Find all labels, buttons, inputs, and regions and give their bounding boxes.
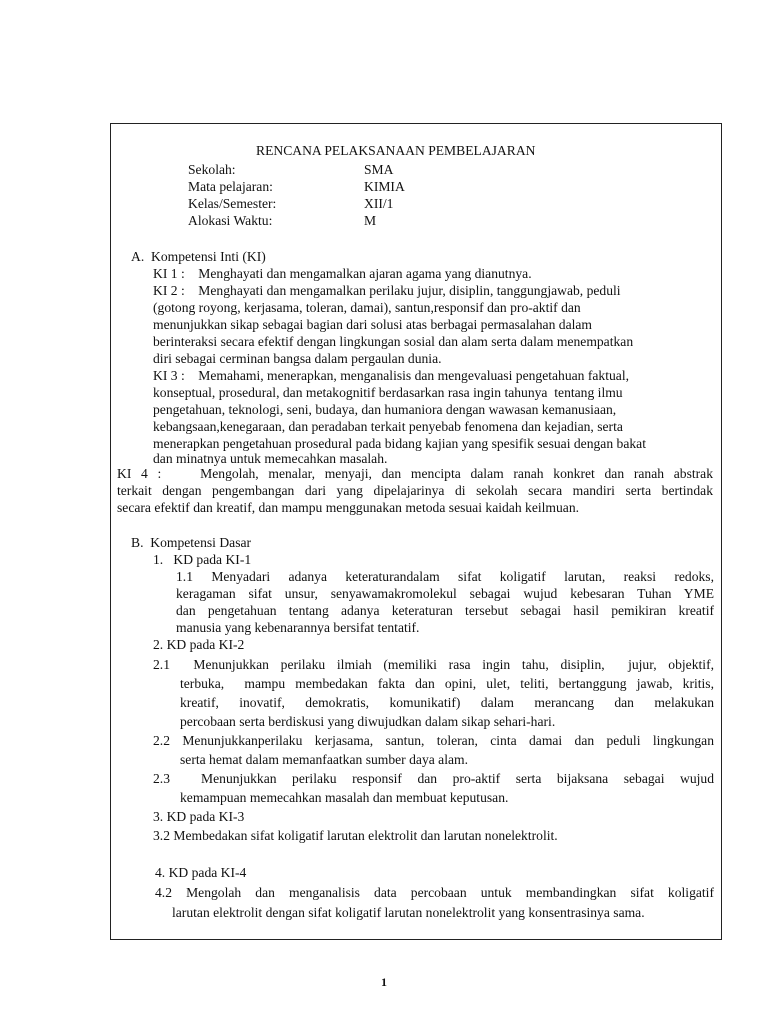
identity-value-subject: KIMIA	[364, 179, 405, 194]
section-b-heading: B. Kompetensi Dasar	[131, 535, 252, 550]
kd2-1-line: kreatif, inovatif, demokratis, komunikatif) dalam merancang dan melakukan	[180, 695, 714, 710]
identity-label-subject: Mata pelajaran:	[188, 179, 273, 194]
ki4-line: secara efektif dan kreatif, dan mampu menggunakan metoda sesuai kaidah keilmuan.	[117, 500, 580, 515]
kd2-2-line: 2.2 Menunjukkanperilaku kerjasama, santun, toleran, cinta damai dan peduli lingkungan	[153, 733, 714, 748]
document-title: RENCANA PELAKSANAAN PEMBELAJARAN	[256, 143, 536, 158]
ki3-line: kebangsaan,kenegaraan, dan peradaban terkait penyebab fenomena dan kejadian, serta	[153, 419, 623, 434]
kd2-2-line: serta hemat dalam memanfaatkan sumber daya alam.	[180, 752, 468, 767]
kd4-2-line: larutan elektrolit dengan sifat koligatif larutan nonelektrolit yang konsentrasinya sama.	[172, 905, 645, 920]
kd1-heading: 1. KD pada KI-1	[153, 552, 252, 567]
ki1-text: KI 1 : Menghayati dan mengamalkan ajaran agama yang dianutnya.	[153, 266, 532, 281]
ki3-line: menerapkan pengetahuan prosedural pada bidang kajian yang spesifik sesuai dengan bakat	[153, 436, 646, 451]
ki2-line: KI 2 : Menghayati dan mengamalkan perilaku jujur, disiplin, tanggungjawab, peduli	[153, 283, 621, 298]
ki2-line: menunjukkan sikap sebagai bagian dari solusi atas berbagai permasalahan dalam	[153, 317, 593, 332]
ki3-line: dan minatnya untuk memecahkan masalah.	[153, 451, 388, 466]
kd1-1-line: 1.1 Menyadari adanya keteraturandalam sifat koligatif larutan, reaksi redoks,	[176, 569, 714, 584]
kd4-heading: 4. KD pada KI-4	[155, 865, 247, 880]
kd2-3-line: 2.3 Menunjukkan perilaku responsif dan pro-aktif serta bijaksana sebagai wujud	[153, 771, 714, 786]
ki3-line: pengetahuan, teknologi, seni, budaya, dan humaniora dengan wawasan kemanusiaan,	[153, 402, 617, 417]
kd2-1-line: 2.1 Menunjukkan perilaku ilmiah (memiliki rasa ingin tahu, disiplin, jujur, objektif,	[153, 657, 714, 672]
ki3-line: konseptual, prosedural, dan metakognitif berdasarkan rasa ingin tahunya tentang ilmu	[153, 385, 623, 400]
ki3-line: KI 3 : Memahami, menerapkan, menganalisis dan mengevaluasi pengetahuan faktual,	[153, 368, 630, 383]
ki4-line: terkait dengan pengembangan dari yang dipelajarinya di sekolah secara mandiri serta bertindak	[117, 483, 713, 498]
identity-label-time: Alokasi Waktu:	[188, 213, 273, 228]
identity-value-class: XII/1	[364, 196, 394, 211]
ki2-line: diri sebagai cerminan bangsa dalam pergaulan dunia.	[153, 351, 442, 366]
identity-label-class: Kelas/Semester:	[188, 196, 277, 211]
kd3-2-text: 3.2 Membedakan sifat koligatif larutan elektrolit dan larutan nonelektrolit.	[153, 828, 558, 843]
identity-value-time: M	[364, 213, 377, 228]
ki2-line: berinteraksi secara efektif dengan lingkungan sosial dan alam serta dalam menempatkan	[153, 334, 634, 349]
kd2-1-line: percobaan serta berdiskusi yang diwujudkan dalam sikap sehari-hari.	[180, 714, 556, 729]
identity-label-school: Sekolah:	[188, 162, 236, 177]
identity-value-school: SMA	[364, 162, 394, 177]
kd1-1-line: dan pengetahuan tentang adanya keteraturan tersebut sebagai hasil pemikiran kreatif	[176, 603, 714, 618]
page-number: 1	[381, 975, 387, 989]
kd2-heading: 2. KD pada KI-2	[153, 637, 245, 652]
kd2-3-line: kemampuan memecahkan masalah dan membuat keputusan.	[180, 790, 509, 805]
kd4-2-line: 4.2 Mengolah dan menganalisis data percobaan untuk membandingkan sifat koligatif	[155, 885, 714, 900]
kd1-1-line: keragaman sifat unsur, senyawamakromolekul sebagai wujud kebesaran Tuhan YME	[176, 586, 714, 601]
ki4-line: KI 4 : Mengolah, menalar, menyaji, dan mencipta dalam ranah konkret dan ranah abstrak	[117, 466, 713, 481]
ki2-line: (gotong royong, kerjasama, toleran, damai), santun,responsif dan pro-aktif dan	[153, 300, 581, 315]
kd3-heading: 3. KD pada KI-3	[153, 809, 245, 824]
kd1-1-line: manusia yang kebenarannya bersifat tentatif.	[176, 620, 420, 635]
kd2-1-line: terbuka, mampu membedakan fakta dan opini, ulet, teliti, bertanggung jawab, kritis,	[180, 676, 714, 691]
section-a-heading: A. Kompetensi Inti (KI)	[131, 249, 266, 264]
